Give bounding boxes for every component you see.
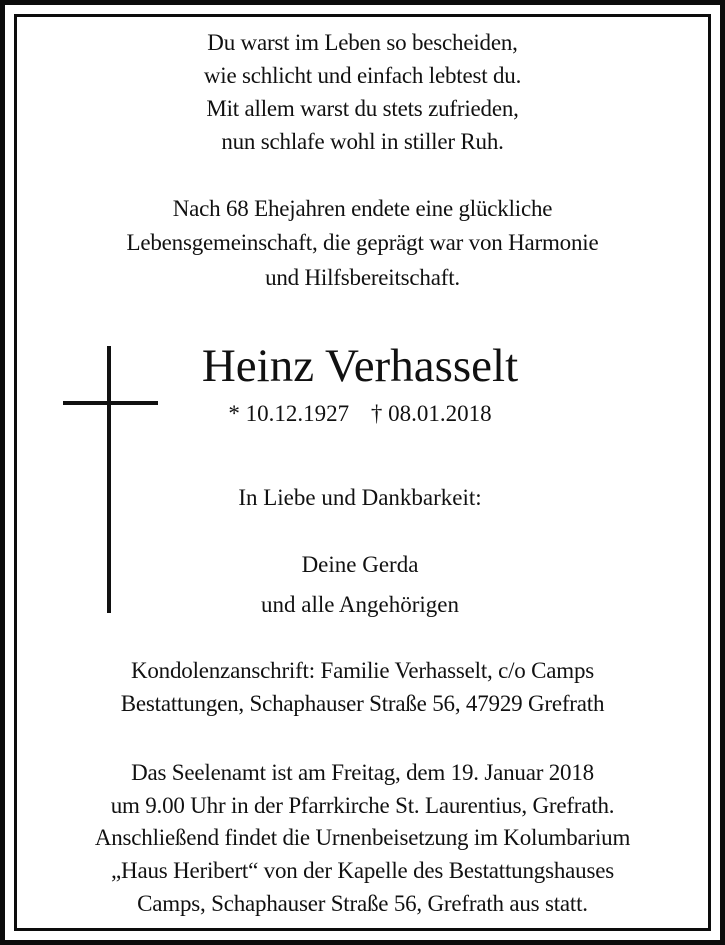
birth-date: 10.12.1927 xyxy=(245,401,350,426)
service-line: um 9.00 Uhr in der Pfarrkirche St. Laurentius, Grefrath. xyxy=(110,793,615,818)
poem-line: wie schlicht und einfach lebtest du. xyxy=(203,63,522,88)
cross-vertical-bar xyxy=(107,346,111,613)
service-line: Anschließend findet die Urnenbeisetzung im Kolumbarium xyxy=(94,825,631,850)
poem-line: Du warst im Leben so bescheiden, xyxy=(207,30,518,55)
closing-phrase: In Liebe und Dankbarkeit: xyxy=(238,485,482,510)
death-date: 08.01.2018 xyxy=(388,401,492,426)
condolence-line: Kondolenzanschrift: Familie Verhasselt, c/o Camps xyxy=(130,658,595,683)
intro-line: Lebensgemeinschaft, die geprägt war von Harmonie xyxy=(126,230,599,255)
death-dagger-icon: † xyxy=(370,401,383,426)
deceased-name: Heinz Verhasselt xyxy=(201,340,519,392)
service-line: „Haus Heribert“ von der Kapelle des Bestattungshauses xyxy=(111,858,614,883)
intro-line: Nach 68 Ehejahren endete eine glückliche xyxy=(172,196,553,221)
service-line: Camps, Schaphauser Straße 56, Grefrath aus statt. xyxy=(137,891,588,916)
mourner-line: Deine Gerda xyxy=(301,552,419,577)
poem-line: nun schlafe wohl in stiller Ruh. xyxy=(221,129,504,154)
poem-line: Mit allem warst du stets zufrieden, xyxy=(206,96,519,121)
life-dates xyxy=(120,399,600,429)
service-line: Das Seelenamt ist am Freitag, dem 19. Januar 2018 xyxy=(131,760,594,785)
mourner-line: und alle Angehörigen xyxy=(260,592,459,617)
birth-star-icon: * xyxy=(228,401,240,426)
condolence-line: Bestattungen, Schaphauser Straße 56, 47929 Grefrath xyxy=(120,691,605,716)
intro-line: und Hilfsbereitschaft. xyxy=(265,265,460,290)
